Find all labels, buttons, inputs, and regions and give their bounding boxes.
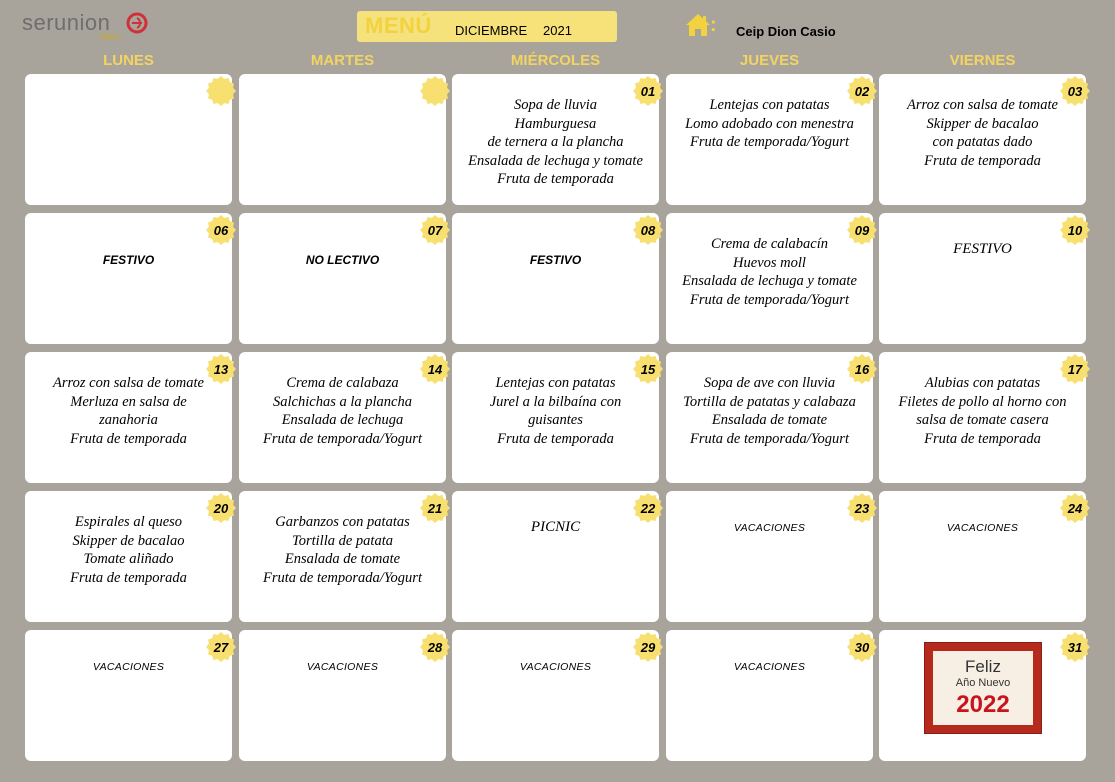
day-cell-03 xyxy=(879,74,1086,205)
meal-line: Fruta de temporada xyxy=(497,430,614,447)
meal-line: con patatas dado xyxy=(932,134,1033,150)
day-badge xyxy=(206,215,236,245)
day-number: 30 xyxy=(854,640,870,655)
meal-line: Lentejas con patatas xyxy=(495,375,616,391)
meal-list xyxy=(25,513,232,587)
meal-line: Fruta de temporada/Yogurt xyxy=(263,569,422,586)
meal-line: Ensalada de tomate xyxy=(711,412,828,428)
day-cell-22 xyxy=(452,491,659,622)
weekday-miércoles: MIÉRCOLES xyxy=(510,52,601,69)
meal-list xyxy=(879,96,1086,170)
day-badge xyxy=(420,632,450,662)
school-name: Ceip Dion Casio xyxy=(736,24,836,39)
card-line-feliz: Feliz xyxy=(965,657,1001,676)
day-number: 22 xyxy=(640,501,656,516)
meal-list xyxy=(666,374,873,448)
weekday-viernes: VIERNES xyxy=(949,52,1016,69)
meal-list xyxy=(666,96,873,152)
day-number: 07 xyxy=(427,223,443,238)
day-cell-07 xyxy=(239,213,446,344)
day-cell-17 xyxy=(879,352,1086,483)
day-number: 28 xyxy=(427,640,443,655)
logo-text: serunion xyxy=(22,10,111,35)
new-year-card xyxy=(924,642,1042,734)
day-cell-empty xyxy=(25,74,232,205)
meal-line: Garbanzos con patatas xyxy=(275,514,410,530)
meal-line: Tortilla de patatas y calabaza xyxy=(683,393,856,410)
year-label: 2021 xyxy=(543,23,572,38)
day-number: 17 xyxy=(1067,362,1083,377)
meal-line: Espirales al queso xyxy=(74,514,183,530)
serunion-logo xyxy=(22,10,162,44)
meal-line: guisantes xyxy=(528,412,583,428)
meal-line: Fruta de temporada xyxy=(70,569,187,586)
meal-line: Arroz con salsa de tomate xyxy=(53,375,204,391)
day-note: VACACIONES xyxy=(733,522,806,534)
day-cell-10 xyxy=(879,213,1086,344)
day-note: VACACIONES xyxy=(306,661,379,673)
meal-line: Fruta de temporada xyxy=(924,430,1041,447)
meal-line: Fruta de temporada xyxy=(70,430,187,447)
meal-line: Lentejas con patatas xyxy=(709,97,830,113)
day-number: 08 xyxy=(640,223,656,238)
meal-line: Fruta de temporada/Yogurt xyxy=(263,430,422,447)
house-icon xyxy=(684,12,712,38)
day-note: VACACIONES xyxy=(733,661,806,673)
day-number: 23 xyxy=(854,501,870,516)
day-note: VACACIONES xyxy=(519,661,592,673)
meal-line: Fruta de temporada/Yogurt xyxy=(690,134,849,150)
meal-line: Ensalada de lechuga xyxy=(281,412,404,428)
month-label: DICIEMBRE xyxy=(455,23,528,38)
card-line-year: 2022 xyxy=(956,691,1010,718)
day-note: FESTIVO xyxy=(529,253,582,267)
meal-line: Ensalada de lechuga y tomate xyxy=(682,273,857,289)
meal-line: Lomo adobado con menestra xyxy=(685,115,854,132)
day-badge xyxy=(847,632,877,662)
day-number: 03 xyxy=(1067,84,1083,99)
day-cell-08 xyxy=(452,213,659,344)
meal-line: Skipper de bacalao xyxy=(72,532,185,549)
day-number: 10 xyxy=(1067,223,1083,238)
meal-list xyxy=(452,96,659,189)
meal-line: Tomate aliñado xyxy=(83,551,174,567)
meal-line: Arroz con salsa de tomate xyxy=(907,97,1058,113)
day-number: 27 xyxy=(213,640,229,655)
weekday-lunes: LUNES xyxy=(103,52,154,69)
meal-line: Merluza en salsa de xyxy=(70,393,187,410)
meal-line: Skipper de bacalao xyxy=(926,115,1039,132)
day-cell-28 xyxy=(239,630,446,761)
day-badge xyxy=(206,632,236,662)
day-cell-31 xyxy=(879,630,1086,761)
meal-line: Fruta de temporada/Yogurt xyxy=(690,291,849,308)
meal-line: Ensalada de tomate xyxy=(284,551,401,567)
day-number: 20 xyxy=(213,501,229,516)
menu-month-year xyxy=(443,13,613,40)
meal-line: Sopa de ave con lluvia xyxy=(703,375,836,391)
day-number: 24 xyxy=(1067,501,1083,516)
meal-line: Fruta de temporada/Yogurt xyxy=(690,430,849,447)
page-header xyxy=(0,0,1115,50)
day-cell-23 xyxy=(666,491,873,622)
meal-line: Fruta de temporada xyxy=(497,171,614,187)
meal-line: salsa de tomate casera xyxy=(916,412,1049,428)
day-cell-27 xyxy=(25,630,232,761)
day-number: 06 xyxy=(213,223,229,238)
meal-line: Filetes de pollo al horno con xyxy=(898,393,1067,410)
day-number: 13 xyxy=(213,362,229,377)
day-badge xyxy=(1060,493,1090,523)
day-number: 01 xyxy=(640,84,656,99)
day-number: 15 xyxy=(640,362,656,377)
meal-list xyxy=(239,374,446,448)
meal-line: Ensalada de lechuga y tomate xyxy=(468,152,643,169)
card-line-ano: Año Nuevo xyxy=(955,677,1011,689)
day-note: VACACIONES xyxy=(946,522,1019,534)
day-badge xyxy=(420,215,450,245)
meal-line: Tortilla de patata xyxy=(292,532,393,549)
meal-list xyxy=(879,374,1086,448)
day-note: PICNIC xyxy=(530,519,581,535)
day-cell-16 xyxy=(666,352,873,483)
meal-line: de ternera a la plancha xyxy=(487,134,624,150)
weekday-martes: MARTES xyxy=(310,52,375,69)
meal-line: Huevos moll xyxy=(733,254,806,271)
day-cell-empty xyxy=(239,74,446,205)
meal-line: Crema de calabacín xyxy=(710,236,829,252)
day-badge xyxy=(633,632,663,662)
logo-subtitle: Educa xyxy=(100,32,121,41)
meal-line: Jurel a la bilbaína con xyxy=(489,393,622,410)
menu-label: MENÚ xyxy=(365,13,432,38)
day-number: 31 xyxy=(1067,640,1083,655)
weekday-jueves: JUEVES xyxy=(739,52,800,69)
day-note: NO LECTIVO xyxy=(305,253,380,267)
day-badge xyxy=(1060,632,1090,662)
meal-line: Sopa de lluvia xyxy=(514,97,597,113)
meal-line: Alubias con patatas xyxy=(924,375,1041,391)
meal-line: zanahoria xyxy=(99,412,158,428)
day-note: VACACIONES xyxy=(92,661,165,673)
meal-line: Crema de calabaza xyxy=(286,375,399,391)
rose-logo-icon xyxy=(126,12,148,34)
day-badge xyxy=(206,76,236,106)
meal-list xyxy=(666,235,873,309)
meal-line: Salchichas a la plancha xyxy=(273,393,412,410)
day-cell-30 xyxy=(666,630,873,761)
day-number: 21 xyxy=(427,501,443,516)
day-number: 29 xyxy=(640,640,656,655)
day-number: 09 xyxy=(854,223,870,238)
card-inner xyxy=(933,651,1033,725)
day-badge xyxy=(420,76,450,106)
meal-list xyxy=(452,374,659,448)
colon-separator: : xyxy=(710,14,717,36)
day-note: FESTIVO xyxy=(953,241,1012,257)
day-badge xyxy=(847,493,877,523)
day-cell-02 xyxy=(666,74,873,205)
meal-line: Hamburguesa xyxy=(514,115,597,132)
day-number: 14 xyxy=(427,362,443,377)
day-cell-14 xyxy=(239,352,446,483)
day-cell-09 xyxy=(666,213,873,344)
day-cell-06 xyxy=(25,213,232,344)
meal-list xyxy=(239,513,446,587)
day-cell-20 xyxy=(25,491,232,622)
day-cell-24 xyxy=(879,491,1086,622)
day-cell-13 xyxy=(25,352,232,483)
day-number: 16 xyxy=(854,362,870,377)
day-cell-15 xyxy=(452,352,659,483)
meal-line: Fruta de temporada xyxy=(924,152,1041,169)
day-cell-01 xyxy=(452,74,659,205)
day-cell-29 xyxy=(452,630,659,761)
day-note: FESTIVO xyxy=(102,253,155,267)
day-badge xyxy=(633,215,663,245)
menu-title-box xyxy=(357,11,617,42)
meal-list xyxy=(25,374,232,448)
day-cell-21 xyxy=(239,491,446,622)
day-number: 02 xyxy=(854,84,870,99)
